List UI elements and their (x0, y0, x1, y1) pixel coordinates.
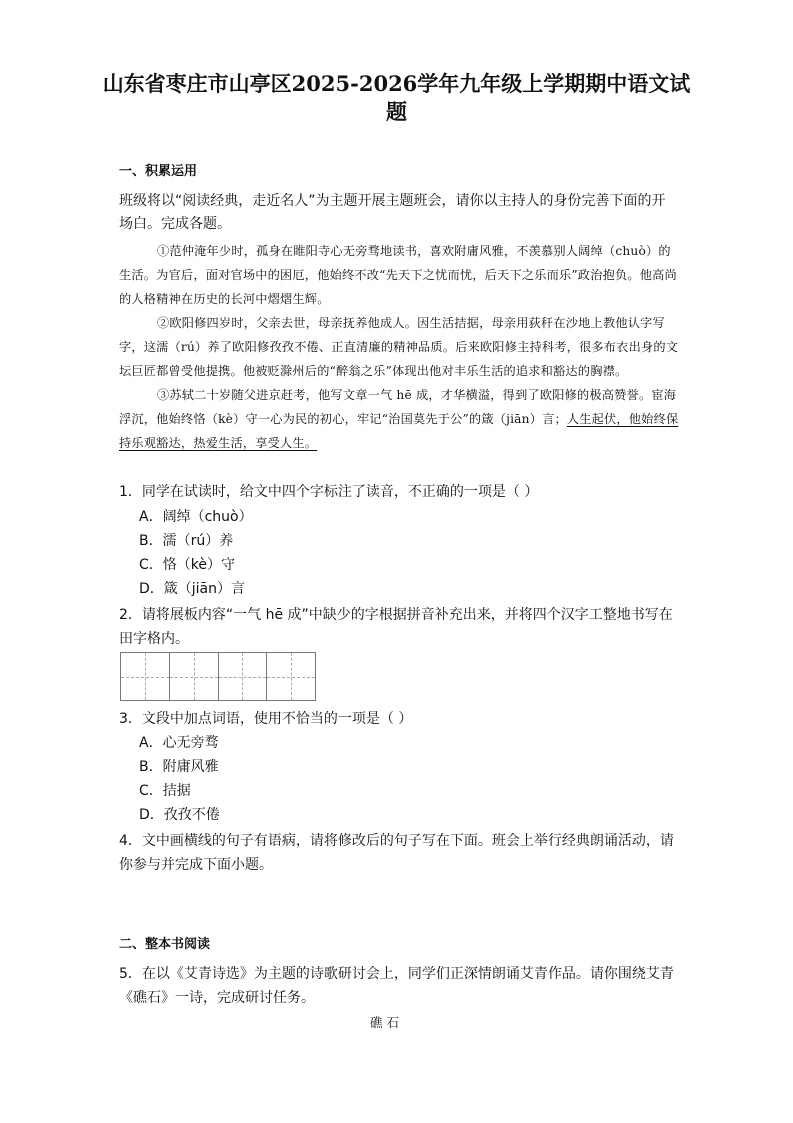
question-5-stem: 5．在以《艾青诗选》为主题的诗歌研讨会上，同学们正深情朗诵艾青作品。请你围绕艾青《礁石》一诗，完成研讨任务。 (119, 966, 674, 1006)
question-1-stem: 1．同学在试读时，给文中四个字标注了读音，不正确的一项是（ ） (119, 484, 539, 500)
question-1-option-b[interactable]: B．濡（rú）养 (139, 533, 234, 549)
grid-cell[interactable] (170, 653, 219, 700)
poem-title: 礁石 (370, 1015, 404, 1030)
section-heading-1: 一、积累运用 (119, 164, 198, 179)
reading-passage (119, 239, 679, 455)
question-1-option-a[interactable]: A．阔绰（chuò） (139, 509, 253, 525)
question-1-option-d[interactable]: D．箴（jiān）言 (139, 581, 246, 597)
question-3-stem: 3．文段中加点词语，使用不恰当的一项是（ ） (119, 711, 413, 727)
question-3-option-b[interactable]: B．附庸风雅 (139, 759, 219, 775)
grid-cell[interactable] (267, 653, 315, 700)
passage-paragraph-1: ①范仲淹年少时，孤身在睢阳寺心无旁骛地读书，喜欢附庸风雅，不羡慕别人阔绰（chuò）的生活。为官后，面对官场中的困厄，他始终不改“先天下之忧而忧，后天下之乐而乐”政治抱负。他高尚的人格精神在历史的长河中熠熠生辉。 (119, 244, 677, 306)
section-heading-2: 二、整本书阅读 (119, 937, 211, 952)
question-2-stem: 2．请将展板内容“一气 hē 成”中缺少的字根据拼音补充出来，并将四个汉字工整地书写在田字格内。 (119, 607, 673, 647)
question-3-option-d[interactable]: D．孜孜不倦 (139, 807, 220, 823)
passage-paragraph-2: ②欧阳修四岁时，父亲去世，母亲抚养他成人。因生活拮据，母亲用荻秆在沙地上教他认字写字，这濡（rú）养了欧阳修孜孜不倦、正直清廉的精神品质。后来欧阳修主持科考，很多布衣出身的文坛巨匠都曾受他提携。他被贬滁州后的“醉翁之乐”体现出他对丰乐生活的追求和豁达的胸襟。 (119, 316, 679, 378)
grid-cell[interactable] (121, 653, 170, 700)
passage-paragraph-3-text: ③苏轼二十岁随父进京赶考，他写文章一气 hē 成，才华横溢，得到了欧阳修的极高赞誉。宦海浮沉，他始终恪（kè）守一心为民的初心，牢记“治国莫先于公”的箴（jiān）言； (119, 388, 677, 426)
page-title: 山东省枣庄市山亭区2025-2026学年九年级上学期期中语文试题 (102, 71, 691, 124)
question-3-option-c[interactable]: C．拮据 (139, 783, 191, 799)
question-3-option-a[interactable]: A．心无旁骛 (139, 735, 219, 751)
underlined-sentence: 人生起伏，他始终保持乐观豁达，热爱生活，享受人生。 (119, 412, 679, 450)
passage-paragraph-3 (119, 383, 679, 455)
intro-paragraph: 班级将以“阅读经典，走近名人”为主题开展主题班会，请你以主持人的身份完善下面的开场白。完成各题。 (119, 193, 666, 232)
question-1-option-c[interactable]: C．恪（kè）守 (139, 557, 235, 573)
grid-cell[interactable] (219, 653, 268, 700)
question-4-stem: 4．文中画横线的句子有语病，请将修改后的句子写在下面。班会上举行经典朗诵活动，请你参与并完成下面小题。 (119, 833, 674, 873)
tianzige-writing-grid[interactable] (120, 652, 316, 701)
